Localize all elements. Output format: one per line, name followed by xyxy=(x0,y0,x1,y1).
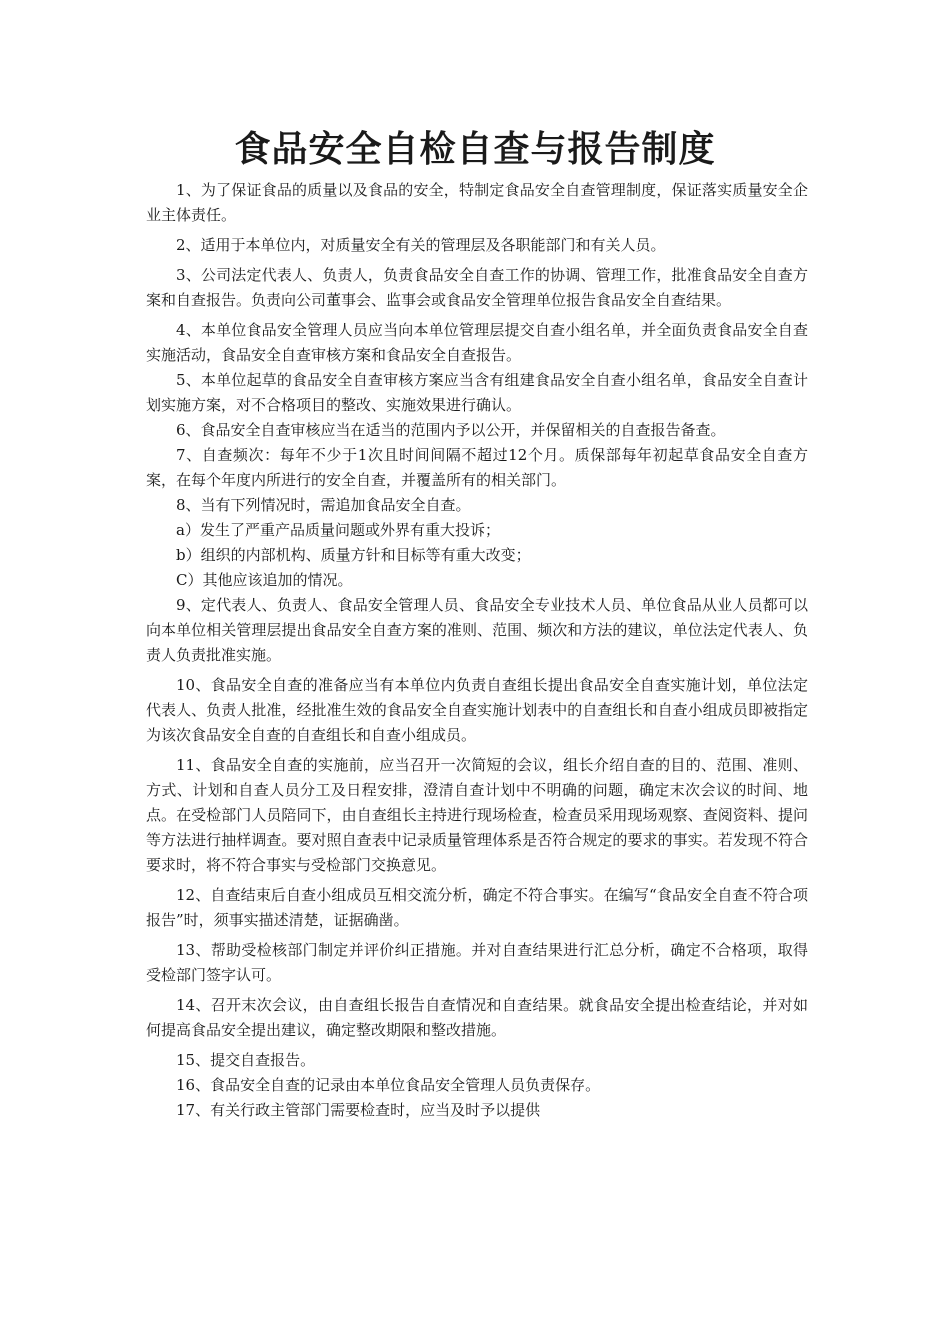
paragraph-1: 1、为了保证食品的质量以及食品的安全，特制定食品安全自查管理制度，保证落实质量安全企业主体责任。 xyxy=(146,181,808,224)
paragraph-2: 2、适用于本单位内，对质量安全有关的管理层及各职能部门和有关人员。 xyxy=(176,236,666,254)
paragraph-7: 7、自查频次：每年不少于1次且时间间隔不超过12个月。质保部每年初起草食品安全自查方案，在每个年度内所进行的安全自查，并覆盖所有的相关部门。 xyxy=(146,446,808,489)
paragraph-6: 6、食品安全自查审核应当在适当的范围内予以公开，并保留相关的自查报告备查。 xyxy=(176,421,726,439)
paragraph-13: 13、帮助受检核部门制定并评价纠正措施。并对自查结果进行汇总分析，确定不合格项，取得受检部门签字认可。 xyxy=(146,941,808,984)
paragraph-16: 16、食品安全自查的记录由本单位食品安全管理人员负责保存。 xyxy=(176,1076,601,1094)
document-title: 食品安全自检自查与报告制度 xyxy=(234,129,716,170)
paragraph-4: 4、本单位食品安全管理人员应当向本单位管理层提交自查小组名单，并全面负责食品安全自查实施活动，食品安全自查审核方案和食品安全自查报告。 xyxy=(146,321,808,364)
paragraph-17: 17、有关行政主管部门需要检查时，应当及时予以提供 xyxy=(176,1101,541,1119)
paragraph-15: 15、提交自查报告。 xyxy=(176,1051,316,1069)
paragraph-8b: b）组织的内部机构、质量方针和目标等有重大改变； xyxy=(176,546,531,564)
paragraph-8c: C）其他应该追加的情况。 xyxy=(176,571,353,589)
paragraph-5: 5、本单位起草的食品安全自查审核方案应当含有组建食品安全自查小组名单，食品安全自查计划实施方案，对不合格项目的整改、实施效果进行确认。 xyxy=(146,371,808,414)
paragraph-11: 11、食品安全自查的实施前，应当召开一次简短的会议，组长介绍自查的目的、范围、准则、方式、计划和自查人员分工及日程安排，澄清自查计划中不明确的问题，确定末次会议的时间、地点。在受检部门人员陪同下，由自查组长主持进行现场检查，检查员采用现场观察、查阅资料、提问等方法进行抽样调查。要对照自查表中记录质量管理体系是否符合规定的要求的事实。若发现不符合要求时，将不符合事实与受检部门交换意见。 xyxy=(146,756,808,874)
paragraph-12: 12、自查结束后自查小组成员互相交流分析，确定不符合事实。在编写“食品安全自查不符合项报告”时，须事实描述清楚，证据确凿。 xyxy=(146,886,808,929)
paragraph-10: 10、食品安全自查的准备应当有本单位内负责自查组长提出食品安全自查实施计划，单位法定代表人、负责人批准，经批准生效的食品安全自查实施计划表中的自查组长和自查小组成员即被指定为该次食品安全自查的自查组长和自查小组成员。 xyxy=(146,676,808,744)
paragraph-3: 3、公司法定代表人、负责人，负责食品安全自查工作的协调、管理工作，批准食品安全自查方案和自查报告。负责向公司董事会、监事会或食品安全管理单位报告食品安全自查结果。 xyxy=(146,266,808,309)
paragraph-9: 9、定代表人、负责人、食品安全管理人员、食品安全专业技术人员、单位食品从业人员都可以向本单位相关管理层提出食品安全自查方案的准则、范围、频次和方法的建议，单位法定代表人、负责人负责批准实施。 xyxy=(146,596,808,664)
document-body xyxy=(146,178,808,1123)
paragraph-14: 14、召开末次会议，由自查组长报告自查情况和自查结果。就食品安全提出检查结论，并对如何提高食品安全提出建议，确定整改期限和整改措施。 xyxy=(146,996,808,1039)
paragraph-8: 8、当有下列情况时，需追加食品安全自查。 xyxy=(176,496,471,514)
paragraph-8a: a）发生了严重产品质量问题或外界有重大投诉； xyxy=(176,521,500,539)
